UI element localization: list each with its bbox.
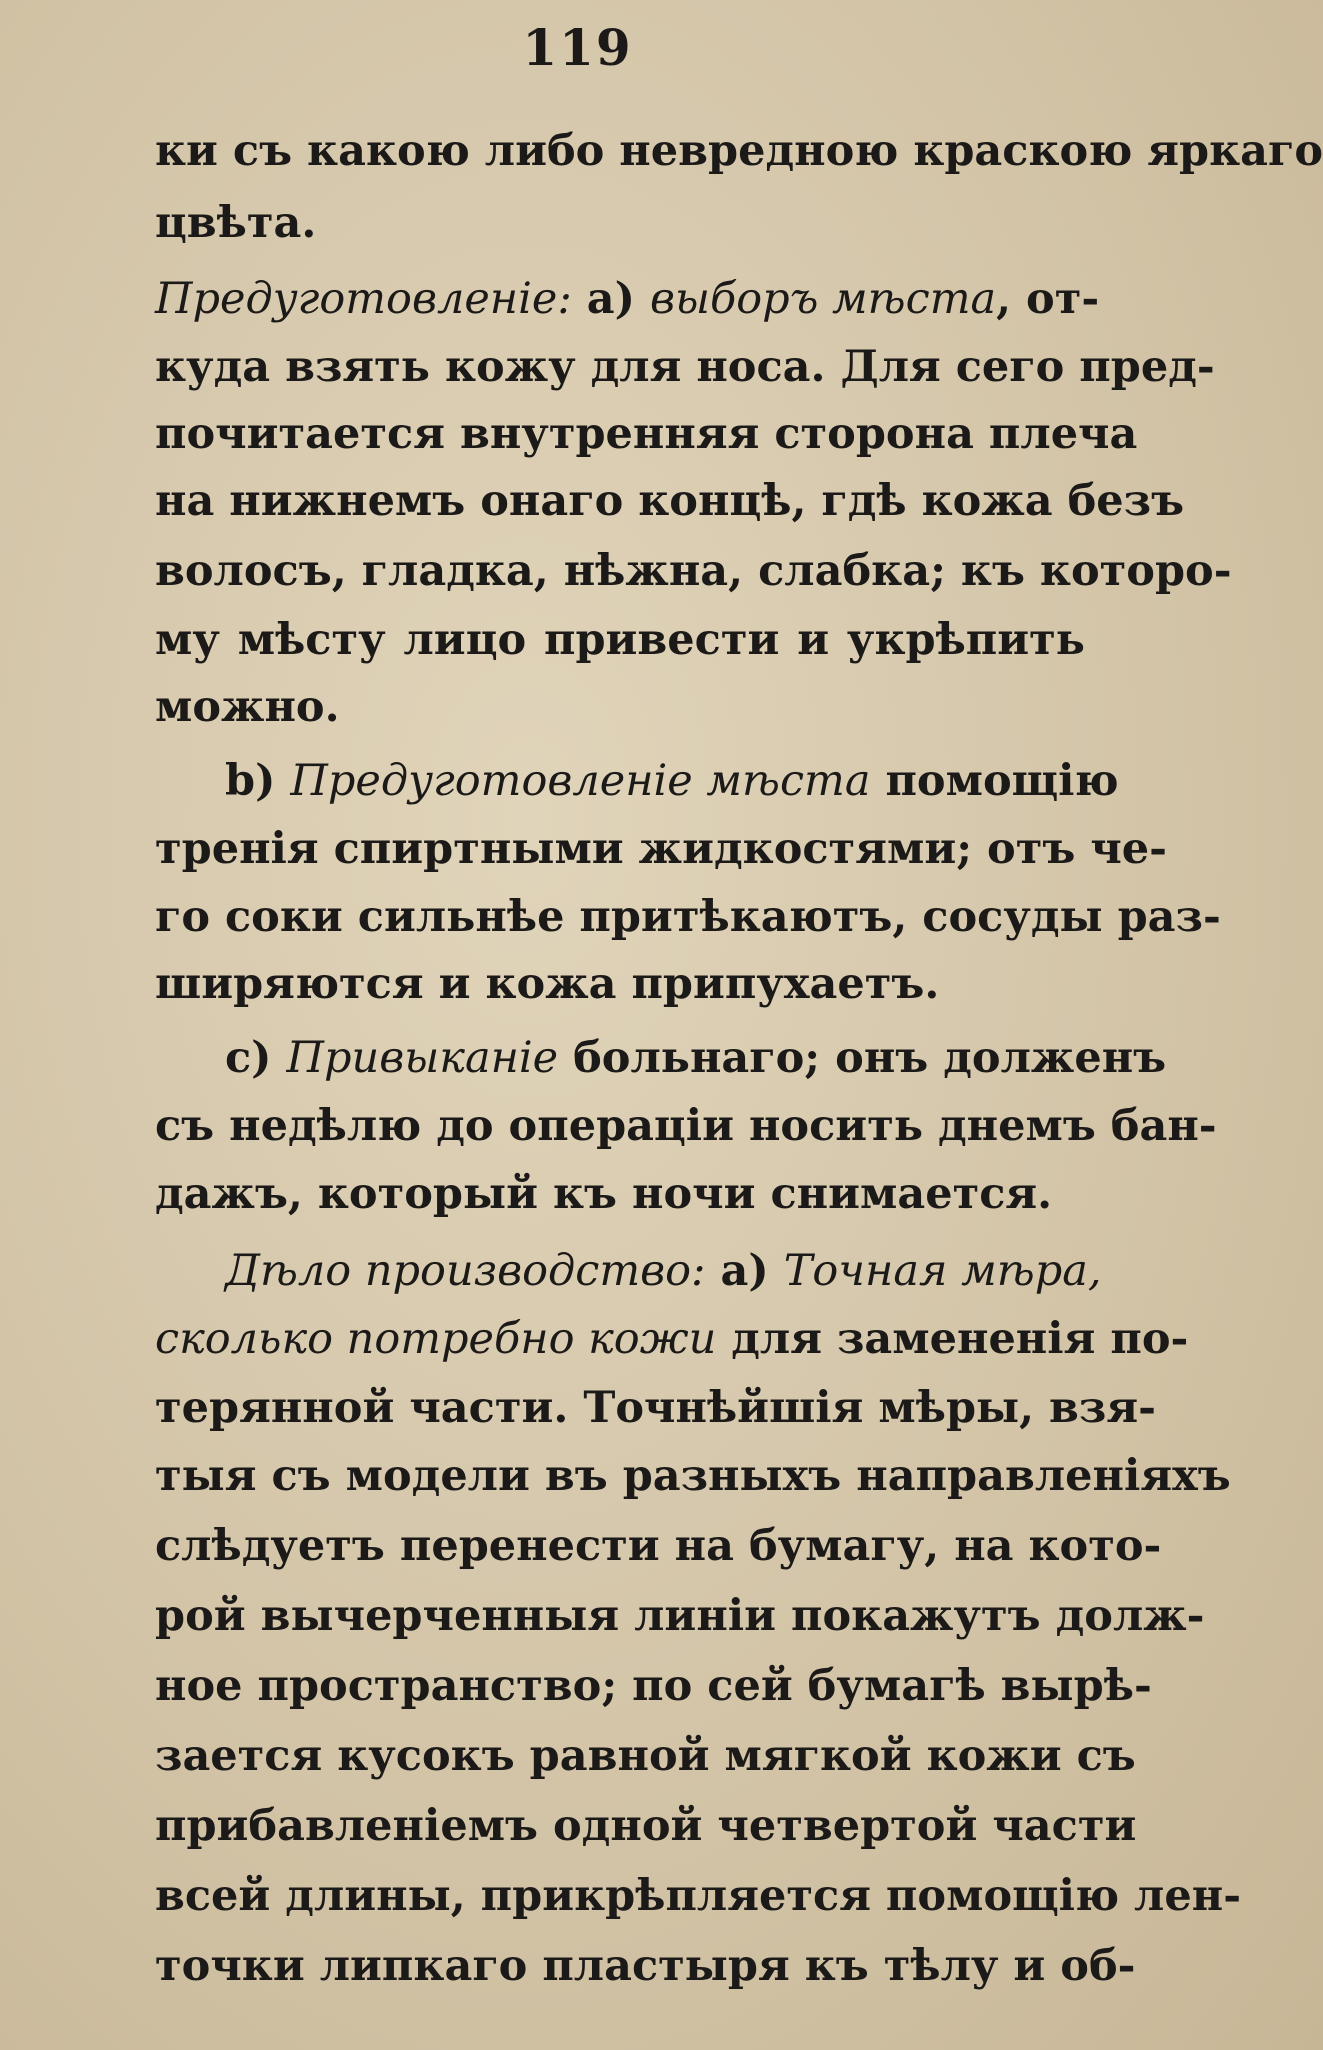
text-line — [155, 409, 1138, 459]
text-line — [225, 1246, 1102, 1296]
text-run: всей длины, прикрѣпляется помощію лен- — [155, 1871, 1242, 1921]
text-line — [155, 126, 1323, 176]
text-run: помощію — [870, 756, 1119, 806]
text-run: ное пространство; по сей бумагѣ вырѣ- — [155, 1661, 1152, 1711]
text-line — [155, 1941, 1136, 1991]
text-line — [225, 756, 1119, 806]
text-line — [155, 682, 1085, 732]
text-line — [155, 198, 1085, 248]
italic-run: Привыканіе — [286, 1033, 559, 1083]
text-line — [155, 476, 1185, 526]
text-line — [155, 1521, 1162, 1571]
text-line — [155, 1731, 1136, 1781]
text-run: волосъ, гладка, нѣжна, слабка; къ которо- — [155, 546, 1232, 596]
text-run: терянной части. Точнѣйшія мѣры, взя- — [155, 1383, 1156, 1433]
italic-run: Предуготовленіе мѣста — [290, 756, 871, 806]
text-run: больнаго; онъ долженъ — [558, 1033, 1167, 1083]
text-run: цвѣта. — [155, 198, 317, 248]
text-run: прибавленіемъ одной четвертой части — [155, 1801, 1137, 1851]
italic-run: Дѣло производство: — [225, 1246, 706, 1296]
text-run: ки съ какою либо невредною краскою яркаго — [155, 126, 1323, 176]
text-line — [225, 1033, 1167, 1083]
text-run: го соки сильнѣе притѣкаютъ, сосуды раз- — [155, 892, 1221, 942]
text-line — [155, 1871, 1242, 1921]
text-run: можно. — [155, 682, 340, 732]
text-run: куда взять кожу для носа. Для сего пред- — [155, 342, 1215, 392]
text-run: тренія спиртными жидкостями; отъ че- — [155, 824, 1168, 874]
text-line — [155, 892, 1221, 942]
italic-run: Точная мѣра, — [783, 1246, 1102, 1296]
text-run: тыя съ модели въ разныхъ направленіяхъ — [155, 1451, 1231, 1501]
text-run: ширяются и кожа припухаетъ. — [155, 959, 940, 1009]
text-run: для замененія по- — [716, 1314, 1189, 1364]
text-line — [155, 615, 1085, 665]
text-run: а) — [571, 274, 650, 324]
text-line — [155, 1801, 1137, 1851]
text-line — [155, 1314, 1189, 1364]
text-line — [155, 959, 1085, 1009]
text-run: слѣдуетъ перенести на бумагу, на кото- — [155, 1521, 1162, 1571]
italic-run: сколько потребно кожи — [155, 1314, 717, 1364]
text-run: съ недѣлю до операціи носить днемъ бан- — [155, 1101, 1217, 1151]
text-run: дажъ, который къ ночи снимается. — [155, 1169, 1053, 1219]
text-line — [155, 274, 1100, 324]
text-line — [155, 1661, 1152, 1711]
text-line — [155, 1383, 1156, 1433]
text-run: рой вычерченныя линіи покажутъ долж- — [155, 1591, 1205, 1641]
text-run: точки липкаго пластыря къ тѣлу и об- — [155, 1941, 1136, 1991]
text-run: а) — [705, 1246, 784, 1296]
text-run: c) — [225, 1033, 287, 1083]
page-number: 119 — [522, 18, 633, 77]
text-line — [155, 546, 1232, 596]
text-line — [155, 1591, 1205, 1641]
text-line — [155, 824, 1168, 874]
text-line — [155, 342, 1215, 392]
text-run: му мѣсту лицо привести и укрѣпить — [155, 615, 1085, 665]
text-line — [155, 1169, 1085, 1219]
text-run: , от- — [996, 274, 1100, 324]
text-run: b) — [225, 756, 291, 806]
italic-run: Предуготовленіе: — [155, 274, 572, 324]
text-run: на нижнемъ онаго концѣ, гдѣ кожа безъ — [155, 476, 1185, 526]
italic-run: выборъ мѣста — [649, 274, 997, 324]
text-line — [155, 1451, 1231, 1501]
text-run: зается кусокъ равной мягкой кожи съ — [155, 1731, 1136, 1781]
text-line — [155, 1101, 1217, 1151]
text-run: почитается внутренняя сторона плеча — [155, 409, 1138, 459]
